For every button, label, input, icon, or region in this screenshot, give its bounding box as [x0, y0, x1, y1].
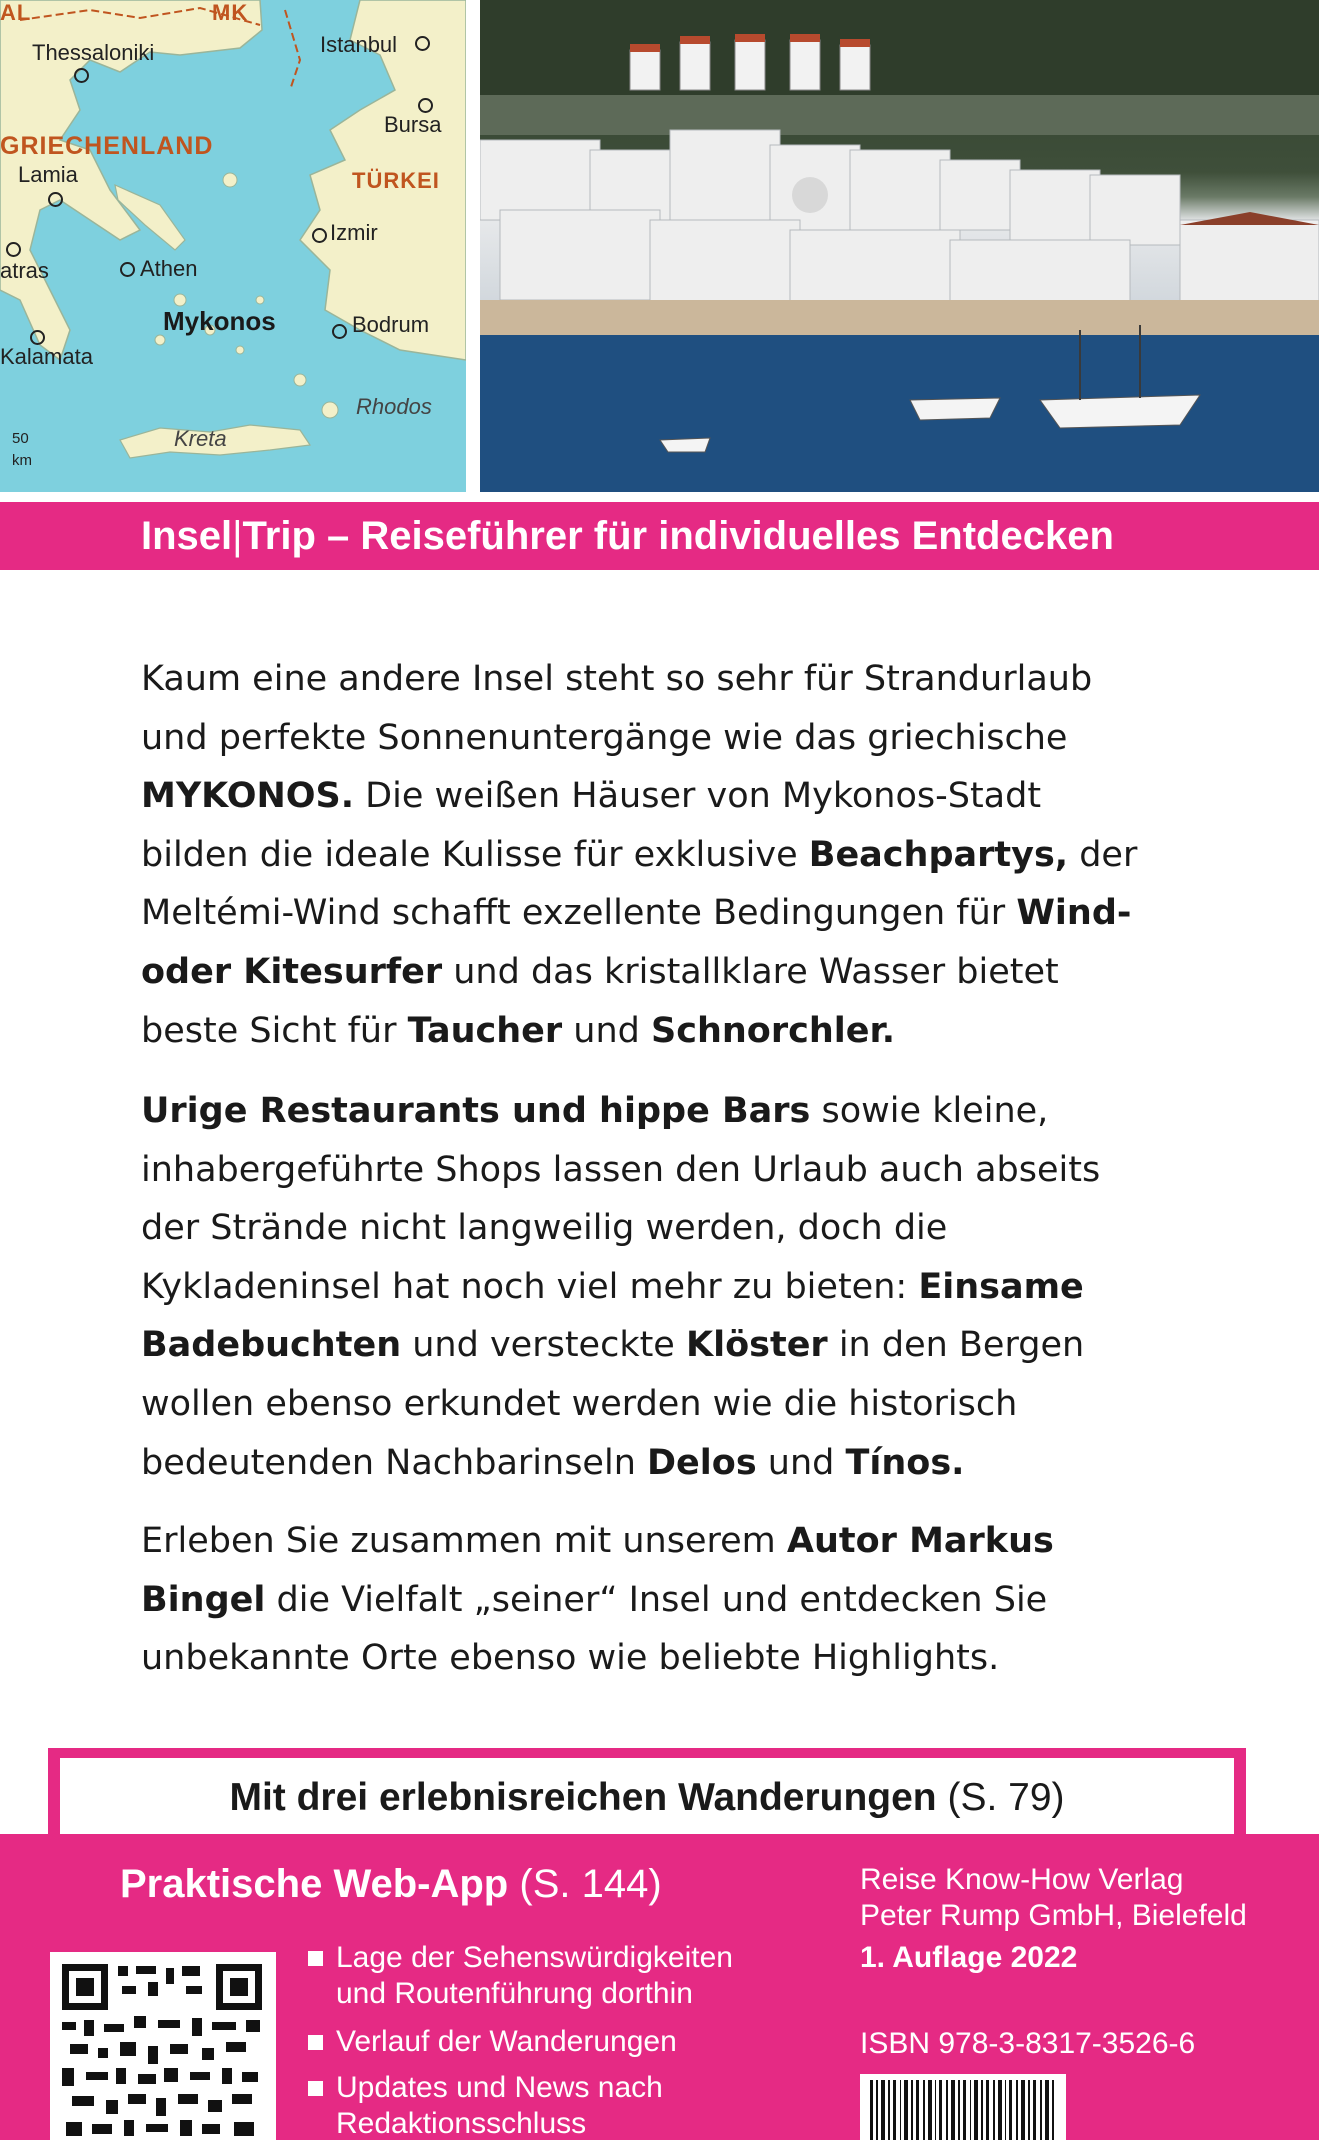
series-banner	[0, 502, 1319, 570]
p1-bold-mykonos: MYKONOS.	[141, 776, 355, 817]
map-label-griechenland: GRIECHENLAND	[0, 132, 214, 160]
p2-text: sowie kleine, inhabergeführte Shops lassen den Urlaub auch abseits der Strände nicht langweilig werden, doch die Kykladeninsel hat noch viel mehr zu bieten:	[141, 1091, 1101, 1307]
p2-text: in den Bergen wollen ebenso erkundet werden wie die historisch bedeutenden Nachbarinseln	[141, 1325, 1085, 1483]
feature-item: Updates und News nach Redaktionsschluss	[308, 2070, 776, 2142]
barcode	[860, 2074, 1066, 2140]
p1-bold-taucher: Taucher	[407, 1010, 563, 1051]
hikes-page-ref: (S. 79)	[947, 1776, 1065, 1819]
p3-text: die Vielfalt „seiner“ Insel und entdecken Sie unbekannte Orte ebenso wie beliebte Highlights.	[141, 1579, 1048, 1679]
description-paragraph-3	[141, 1512, 1151, 1688]
p2-bold-delos: Delos	[647, 1442, 757, 1483]
city-dot	[418, 98, 433, 113]
city-dot	[6, 242, 21, 257]
p1-bold-kitesurfer: Wind- oder Kitesurfer	[141, 893, 1132, 992]
webapp-title-text: Praktische Web-App	[120, 1862, 509, 1906]
map-label-al: AL	[0, 0, 32, 25]
p2-text: und versteckte	[401, 1325, 686, 1366]
map-label-tuerkei: TÜRKEI	[352, 168, 440, 193]
city-dot	[415, 36, 430, 51]
description-paragraph-2	[141, 1082, 1151, 1492]
feature-item: Lage der Sehenswürdigkeiten und Routenführung dorthin	[308, 1940, 776, 2012]
mykonos-harbor-photo	[480, 0, 1319, 492]
footer-panel	[0, 1834, 1319, 2140]
map-label-izmir: Izmir	[330, 220, 378, 245]
p1-text: Die weißen Häuser von Mykonos-Stadt bilden die ideale Kulisse für exklusive	[141, 776, 1042, 875]
map-label-kreta: Kreta	[174, 426, 227, 451]
city-dot	[30, 330, 45, 345]
p2-text: und	[756, 1442, 846, 1483]
p2-bold-restaurants: Urige Restaurants und hippe Bars	[141, 1091, 811, 1131]
p1-text: der Meltémi-Wind schafft exzellente Bedingungen für	[141, 834, 1138, 934]
publisher-line-1: Reise Know-How Verlag	[860, 1863, 1184, 1896]
p2-bold-badebuchten: Einsame Badebuchten	[141, 1266, 1084, 1366]
map-label-kalamata: Kalamata	[0, 344, 93, 369]
qr-code-pattern	[62, 1964, 262, 2140]
webapp-page-ref: (S. 144)	[519, 1862, 662, 1906]
map-label-rhodos: Rhodos	[356, 394, 432, 419]
map-label-lamia: Lamia	[18, 162, 78, 187]
map-label-athen: Athen	[140, 256, 198, 281]
map-label-thessaloniki: Thessaloniki	[32, 40, 155, 65]
qr-code[interactable]	[50, 1952, 276, 2140]
isbn: ISBN 978-3-8317-3526-6	[860, 2027, 1196, 2060]
p1-text: Kaum eine andere Insel steht so sehr für Strandurlaub und perfekte Sonnenuntergänge wie das griechische	[141, 659, 1093, 758]
overview-map	[0, 0, 466, 492]
p1-text: und das kristallklare Wasser bietet beste Sicht für	[141, 951, 1059, 1051]
feature-item: Verlauf der Wanderungen	[308, 2024, 776, 2060]
p1-bold-schnorchler: Schnorchler.	[651, 1010, 896, 1051]
map-scale-value: 50	[12, 430, 29, 447]
webapp-title	[120, 1862, 662, 1907]
city-dot	[74, 68, 89, 83]
p1-text: und	[562, 1010, 652, 1051]
banner-part2: Trip – Reiseführer für individuelles Entdecken	[242, 514, 1114, 558]
banner-separator: |	[232, 514, 243, 558]
city-dot	[332, 324, 347, 339]
map-label-patras: atras	[0, 258, 49, 283]
city-dot	[312, 228, 327, 243]
p2-bold-tinos: Tínos.	[845, 1442, 965, 1483]
hikes-callout-inner	[60, 1758, 1234, 1834]
banner-part1: Insel	[141, 514, 233, 558]
p2-bold-kloester: Klöster	[685, 1325, 828, 1366]
publisher-edition: 1. Auflage 2022	[860, 1941, 1078, 1974]
hikes-label: Mit drei erlebnisreichen Wanderungen	[229, 1776, 937, 1819]
map-label-mykonos: Mykonos	[163, 306, 276, 336]
map-label-mk: MK	[212, 0, 249, 25]
barcode-bars	[870, 2080, 1056, 2140]
map-scale-unit: km	[12, 452, 32, 469]
map-label-bodrum: Bodrum	[352, 312, 430, 337]
city-dot	[48, 192, 63, 207]
map-label-istanbul: Istanbul	[320, 32, 398, 57]
harbor-illustration	[480, 0, 1319, 492]
city-dot	[120, 262, 135, 277]
map-label-bursa: Bursa	[384, 112, 442, 137]
publisher-line-2: Peter Rump GmbH, Bielefeld	[860, 1899, 1247, 1932]
p3-text: Erleben Sie zusammen mit unserem	[141, 1521, 787, 1561]
p3-bold-author: Autor Markus Bingel	[141, 1521, 1054, 1620]
description-paragraph-1	[141, 650, 1151, 1060]
hikes-callout	[48, 1748, 1246, 1834]
p1-bold-beachpartys: Beachpartys,	[808, 834, 1069, 875]
